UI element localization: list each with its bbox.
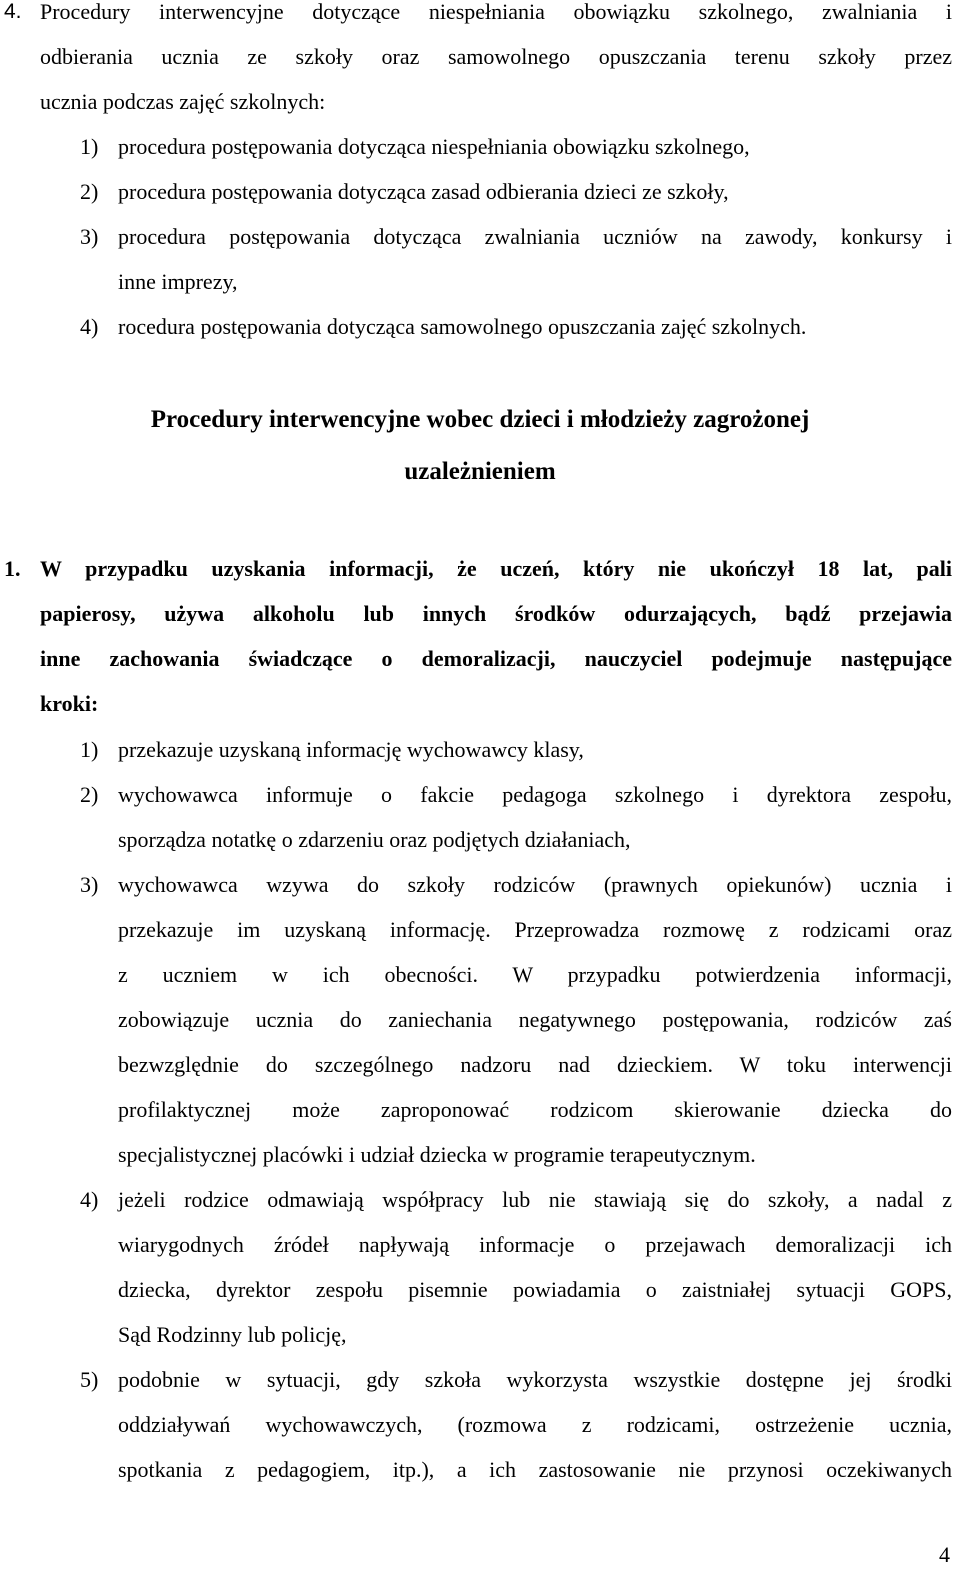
- text-line: Sąd Rodzinny lub policję,: [118, 1322, 347, 1347]
- list-number: 4): [80, 314, 99, 339]
- text-line: specjalistycznej placówki i udział dziecka w programie terapeutycznym.: [118, 1142, 756, 1167]
- text-line: przekazuje im uzyskaną informację. Przeprowadza rozmowę z rodzicami oraz: [118, 917, 952, 942]
- text-line: podobnie w sytuacji, gdy szkoła wykorzysta wszystkie dostępne jej środki: [118, 1367, 952, 1392]
- list-number: 2): [80, 782, 99, 807]
- text-line: bezwzględnie do szczególnego nadzoru nad dzieckiem. W toku interwencji: [118, 1052, 952, 1077]
- text-line: z uczniem w ich obecności. W przypadku potwierdzenia informacji,: [118, 962, 952, 987]
- list-number: 2): [80, 179, 99, 204]
- text-line: Procedury interwencyjne dotyczące niespełniania obowiązku szkolnego, zwalniania i: [40, 0, 952, 24]
- text-line: dziecka, dyrektor zespołu pisemnie powiadamia o zaistniałej sytuacji GOPS,: [118, 1277, 952, 1302]
- text-line: kroki:: [40, 691, 99, 716]
- section-heading: [0, 394, 960, 498]
- text-line: oddziaływań wychowawczych, (rozmowa z rodzicami, ostrzeżenie ucznia,: [118, 1412, 952, 1437]
- text-line: zobowiązuje ucznia do zaniechania negatywnego postępowania, rodziców zaś: [118, 1007, 952, 1032]
- page-number: 4: [939, 1542, 950, 1567]
- list-number: 1): [80, 737, 99, 762]
- list-number: 1): [80, 134, 99, 159]
- text-line: odbierania ucznia ze szkoły oraz samowolnego opuszczania terenu szkoły przez: [40, 44, 952, 69]
- text-line: profilaktycznej może zaproponować rodzicom skierowanie dziecka do: [118, 1097, 952, 1122]
- list-number: 5): [80, 1367, 99, 1392]
- text-line: przekazuje uzyskaną informację wychowawcy klasy,: [118, 737, 584, 762]
- text-line: procedura postępowania dotycząca zasad odbierania dzieci ze szkoły,: [118, 179, 729, 204]
- list-number: 4): [80, 1187, 99, 1212]
- text-line: spotkania z pedagogiem, itp.), a ich zastosowanie nie przynosi oczekiwanych: [118, 1457, 952, 1482]
- section-4-intro: [40, 0, 952, 124]
- text-line: papierosy, używa alkoholu lub innych środków odurzających, bądź przejawia: [40, 601, 952, 626]
- list-number: 3): [80, 224, 99, 249]
- text-line: sporządza notatkę o zdarzeniu oraz podjętych działaniach,: [118, 827, 631, 852]
- text-line: ucznia podczas zajęć szkolnych:: [40, 89, 326, 114]
- text-line: inne zachowania świadczące o demoralizacji, nauczyciel podejmuje następujące: [40, 646, 952, 671]
- text-line: wychowawca wzywa do szkoły rodziców (prawnych opiekunów) ucznia i: [118, 872, 952, 897]
- text-line: jeżeli rodzice odmawiają współpracy lub nie stawiają się do szkoły, a nadal z: [118, 1187, 952, 1212]
- text-line: wychowawca informuje o fakcie pedagoga szkolnego i dyrektora zespołu,: [118, 782, 952, 807]
- text-line: wiarygodnych źródeł napływają informacje o przejawach demoralizacji ich: [118, 1232, 952, 1257]
- text-line: rocedura postępowania dotycząca samowolnego opuszczania zajęć szkolnych.: [118, 314, 807, 339]
- paragraph-number: 1.: [4, 556, 21, 581]
- text-line: procedura postępowania dotycząca niespełniania obowiązku szkolnego,: [118, 134, 750, 159]
- heading-line-1: Procedury interwencyjne wobec dzieci i młodzieży zagrożonej: [150, 406, 810, 433]
- text-line: procedura postępowania dotycząca zwalniania uczniów na zawody, konkursy i: [118, 224, 952, 249]
- text-line: inne imprezy,: [118, 269, 238, 294]
- section-number: 4.: [4, 0, 22, 23]
- text-line: W przypadku uzyskania informacji, że uczeń, który nie ukończył 18 lat, pali: [40, 556, 952, 581]
- heading-line-2: uzależnieniem: [404, 458, 556, 485]
- list-number: 3): [80, 872, 99, 897]
